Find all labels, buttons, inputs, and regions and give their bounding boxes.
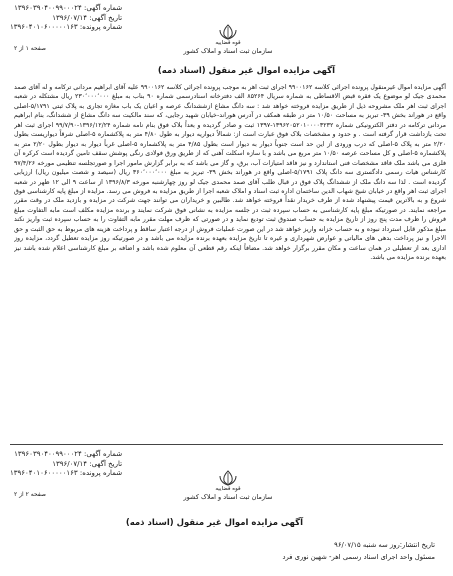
announcement-number: شماره آگهی: ۱۳۹۶۰۳۹۰۴۰۰۹۹۰۰۰۲۴ xyxy=(14,4,123,12)
organization-name: سازمان ثبت اسناد و املاک کشور xyxy=(183,47,273,55)
announcement-header-1 xyxy=(10,4,122,33)
emblem-icon xyxy=(217,470,239,486)
organization-name: سازمان ثبت اسناد و املاک کشور xyxy=(183,493,273,501)
publication-date: تاریخ انتشار:روز سه شنبه ۹۶/۰۷/۱۵ xyxy=(334,541,435,549)
emblem-caption: قوه قضاییه xyxy=(215,40,241,46)
judiciary-emblem-1 xyxy=(183,24,273,55)
notice-title-2: آگهی مزایده اموال غیر منقول (اسناد ذمه) xyxy=(125,518,303,528)
section-divider xyxy=(10,444,443,445)
page-number-2: صفحه ۲ از ۲ xyxy=(14,491,46,498)
case-number: شماره پرونده: ۱۳۹۶۰۴۰۱۰۶۰۰۰۰۰۱۶۳ xyxy=(10,23,123,31)
notice-body-text: آگهی مزایده اموال غیرمنقول پرونده اجرائی کلاسه ۹۹۰۰۱۶۲ اجرای ثبت اهر به موجب پرونده اجرائی کلاسه ۹۹۰۰۱۶۲ علیه آقای ابراهیم مردانی ترکامه و له آقای صمد محمدی جیک لو موضوع یک فقره قبض الاقساطی به شماره سریال ۸۵۲۶۴ الف دفترخانه اسنادرسمی شماره ۹۰ بناب به مبلغ ۲۳۰٬۰۰۰٬۰۰۰ ریال مشتکله در شعبه اجرای ثبت اهر ملک مشروحه ذیل از طریق مزایده فروخته خواهد شد : سه دانگ مشاع ازششدانگ عرصه و اعیان یک باب مغازه تجاری به پلاک ثبتی ۵/۱۷۹۱-اصلی واقع در هوراند بخش ۳۹- تبریز به مساحت ۱۰/۵۰ متر در طبقه همکف در آدرس هوراند-خیابان شهید رجایی، که سند مالکیت سه دانگ مشاع از ششدانگ، بنام ابراهیم مردانی ترکامه در دفتر الکترونیکی شماره ۱۳۹۶۲۰۵۲۰۱۰۰۰۰۳۲۳۲-۱۳۹۷ ثبت و صادر گردیده و بعداً بلاک فوق بنام نامه شماره ۱۳۹۶/۱۲/۲۴-۹۹/۷/۹۰ اجرای ثبت اهر تحت بازداشت قرار گرفته است . و حدود و مشخصات بلاک فوق عبارت است از: شمالاً دیواریه دیوار به طول ۴/۸۰ متر به پلاکشماره ۵-اصلی شرقاً دیواریست بطول ۲/۲۰ متر به پلاک ۵-اصلی که درب ورودی از این حد است جنوباً دیوار به دیوار است بطول ۴/۸۵ متر به پلاکشماره ۵-اصلی غرباً دیوار به دیوار بطول ۲/۲۰ متر به پلاکشماره ۵-اصلی و کل مساحت عرصه ۱۰/۵۰ متر مربع می باشد و با سازه اسکلت آهنی که از طریق ورق فولادی رنگی پوشش سقف تامین گردیده است کرکره آن فلزی می باشد ملک فاقد مشخصات فنی استاندارد و نیز فاقد امتیازات آب، برق، و گاز می باشد که به برابر گزارش مامور اجرا و صورتجلسه تنظیمی مورخه ۹۷/۴/۲۶ کارشناس هیات رسمی دادگستری سه دانگ پلاک ۵/۱۷۹۱-اصلی واقع در هوراند بخش ۳۹- تبریز به مبلغ ۳۶۰٬۰۰۰٬۰۰۰ ریال (سیصد و شصت میلیون ریال) ارزیابی گردیده است . لذا سه دانگ ملک از ششدانگ پلاک فوق در قبال طلب آقای صمد محمدی جیک لو روز چهارشنبه مورخه ۱۳۹۶/۸/۳ از ساعت ۹ الی ۱۲ ظهر در شعبه اجرای ثبت اهر واقع در خیابان شیخ شهاب الدین ساختمان اداره ثبت اسناد و املاک شعبه اجرا از طریق مزایده به فروش می رسد. مزایده از مبلغ پایه کارشناسی فوق شروع و به بالاترین قیمت پیشنهاد شده از طرف خریدار نقداً فروخته خواهد شد. طالبین و خریداران می توانند جهت شرکت در مزایده و بازدید ملک در وقت مقرر مراجعه نمایند. در صورتیکه مبلغ پایه کارشناسی به حساب سپرده ثبت در جلسه مزایده به نشانی فوق شرکت نمایند و برنده مزایده مکلف است مابه التفاوت مبلغ فروش را ظرف مدت پنج روز از تاریخ مزایده به حساب صندوق ثبت تودیع نماید و در صورتی که ظرف مهلت مقرر مابه التفاوت را به حساب سپرده ثبت واریز نکند مبلغ مذکور قابل استرداد نبوده و به حساب خزانه واریز خواهد شد در این صورت عملیات فروش از درجه اعتبار ساقط و پرداخت هزینه های مربوط به حق الثبت و حق الاجرا و نیز پرداخت بدهی های مالیاتی و عوارض شهرداری و غیره تا تاریخ مزایده بعهده برنده مزایده می باشد و در صورتیکه روز مزایده تعطیل گردد، مزایده روز اداری بعد از تعطیلی در همان ساعت و مکان مقرر برگزار خواهد شد. مضافاً اینکه رقم قطعی آن معلوم شده باشد و اضافه بر مبلغ کارشناسی اعلام شده باشد نیز بعهده برنده مزایده می باشد. xyxy=(14,84,446,262)
announcement-date: تاریخ آگهی: ۱۳۹۶/۰۷/۱۴ xyxy=(52,13,123,22)
notice-title-1: آگهی مزایده اموال غیر منقول (اسناد ذمه) xyxy=(157,66,335,76)
case-number: شماره پرونده: ۱۳۹۶۰۴۰۱۰۶۰۰۰۰۰۱۶۳ xyxy=(10,469,123,477)
announcement-date: تاریخ آگهی: ۱۳۹۶/۰۷/۱۴ xyxy=(52,459,123,468)
emblem-icon xyxy=(217,24,239,40)
emblem-caption: قوه قضاییه xyxy=(215,486,241,492)
notice-body xyxy=(14,83,446,439)
official-signature: مسئول واحد اجرای اسناد رسمی اهر- شهین نوری فرد xyxy=(282,553,435,561)
announcement-header-2 xyxy=(10,450,122,479)
page-number-1: صفحه ۱ از ۲ xyxy=(14,45,46,52)
judiciary-emblem-2 xyxy=(183,470,273,501)
announcement-number: شماره آگهی: ۱۳۹۶۰۳۹۰۴۰۰۹۹۰۰۰۲۴ xyxy=(14,450,123,458)
